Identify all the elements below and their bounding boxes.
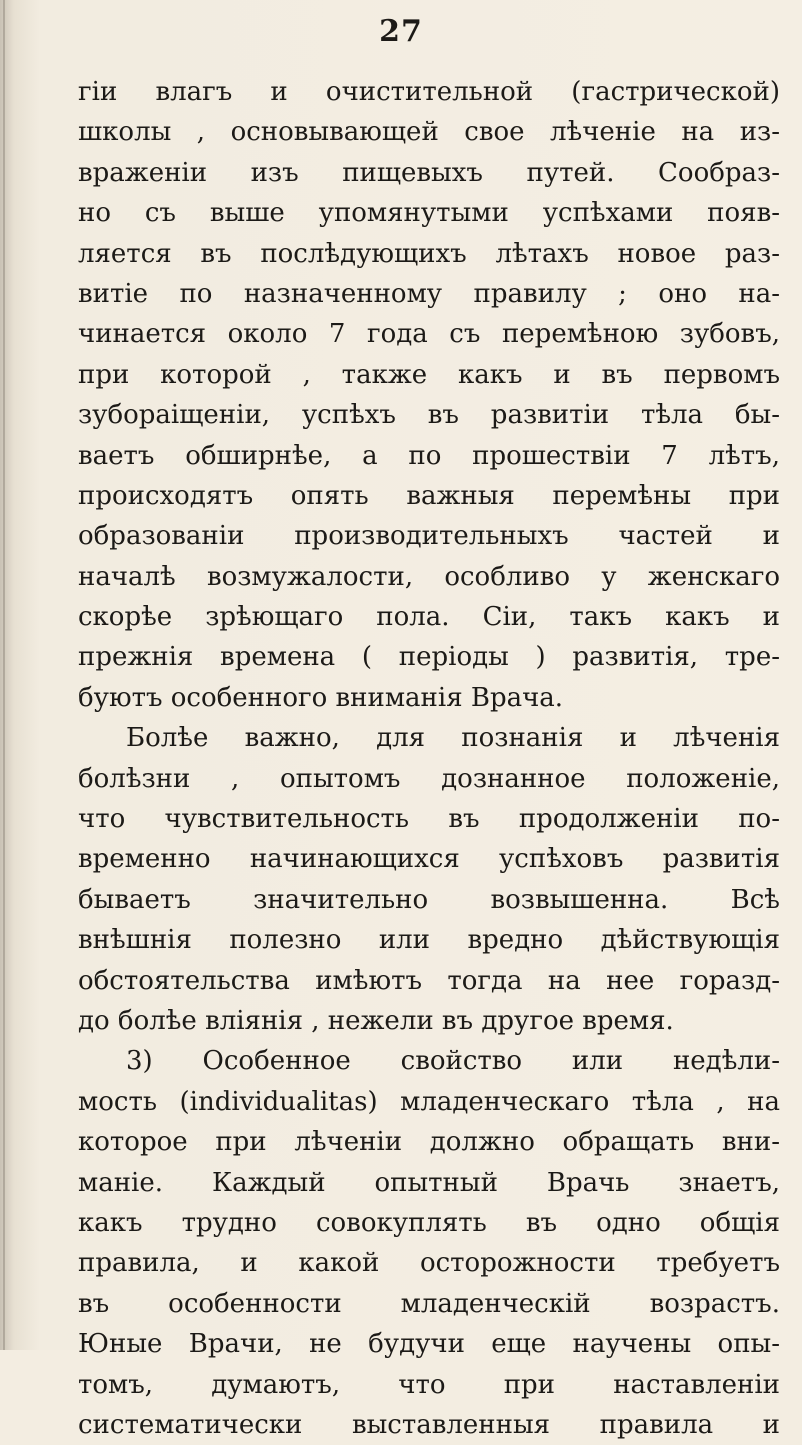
text-line: правила, и какой осторожности требуетъ xyxy=(78,1248,780,1279)
text-line: ляется въ послѣдующихъ лѣтахъ новое раз- xyxy=(78,238,780,269)
text-line: скорѣе зрѣющаго пола. Сіи, такъ какъ и xyxy=(78,602,780,633)
text-line: чинается около 7 года съ перемѣною зубовъ, xyxy=(78,319,780,350)
text-line: при которой , также какъ и въ первомъ xyxy=(78,359,780,390)
text-line: прежнія времена ( періоды ) развитія, тре- xyxy=(78,642,780,673)
text-line: школы , основывающей свое лѣченіе на из- xyxy=(78,117,780,148)
text-line: систематически выставленныя правила и xyxy=(78,1409,780,1440)
text-line: витіе по назначенному правилу ; оно на- xyxy=(78,278,780,309)
paragraph-start-line: Болѣе важно, для познанія и лѣченія xyxy=(126,723,780,754)
text-line: какъ трудно совокуплять въ одно общія xyxy=(78,1207,780,1238)
text-line: но съ выше упомянутыми успѣхами появ- xyxy=(78,198,780,229)
text-line: ваетъ обширнѣе, а по прошествіи 7 лѣтъ, xyxy=(78,440,780,471)
text-line: временно начинающихся успѣховъ развитія xyxy=(78,844,780,875)
text-line: буютъ особенного вниманія Врача. xyxy=(78,682,564,713)
text-line: въ особенности младенческій возрастъ. xyxy=(78,1288,780,1319)
text-line: образованіи производительныхъ частей и xyxy=(78,521,780,552)
page-body-text xyxy=(78,72,780,1445)
page-number: 27 xyxy=(379,14,423,49)
text-line: что чувствительность въ продолженіи по- xyxy=(78,804,780,835)
paragraph-start-line: 3) Особенное свойство или недѣли- xyxy=(126,1046,780,1077)
text-line: происходятъ опять важныя перемѣны при xyxy=(78,480,780,511)
text-line: Юные Врачи, не будучи еще научены опы- xyxy=(78,1329,780,1360)
text-line: началѣ возмужалости, особливо у женскаго xyxy=(78,561,780,592)
text-line: гіи влагъ и очистительной (гастрической) xyxy=(78,77,780,107)
page-gutter xyxy=(3,0,5,1350)
text-line: зубораіщеніи, успѣхъ въ развитіи тѣла бы- xyxy=(78,400,780,431)
text-line: обстоятельства имѣютъ тогда на нее горазд- xyxy=(78,965,780,996)
text-line: враженіи изъ пищевыхъ путей. Сообраз- xyxy=(78,157,780,188)
text-line: внѣшнія полезно или вредно дѣйствующія xyxy=(78,925,780,956)
text-line: мость (individualitas) младенческаго тѣла , на xyxy=(78,1086,780,1117)
text-line: болѣзни , опытомъ дознанное положеніе, xyxy=(78,763,780,794)
text-line: бываетъ значительно возвышенна. Всѣ xyxy=(78,884,780,915)
text-line: томъ, думаютъ, что при наставленіи xyxy=(78,1369,780,1400)
text-line: до болѣе вліянія , нежели въ другое время. xyxy=(78,1005,674,1036)
text-line: маніе. Каждый опытный Врачь знаетъ, xyxy=(78,1167,780,1198)
text-line: которое при лѣченіи должно обращать вни- xyxy=(78,1127,780,1158)
